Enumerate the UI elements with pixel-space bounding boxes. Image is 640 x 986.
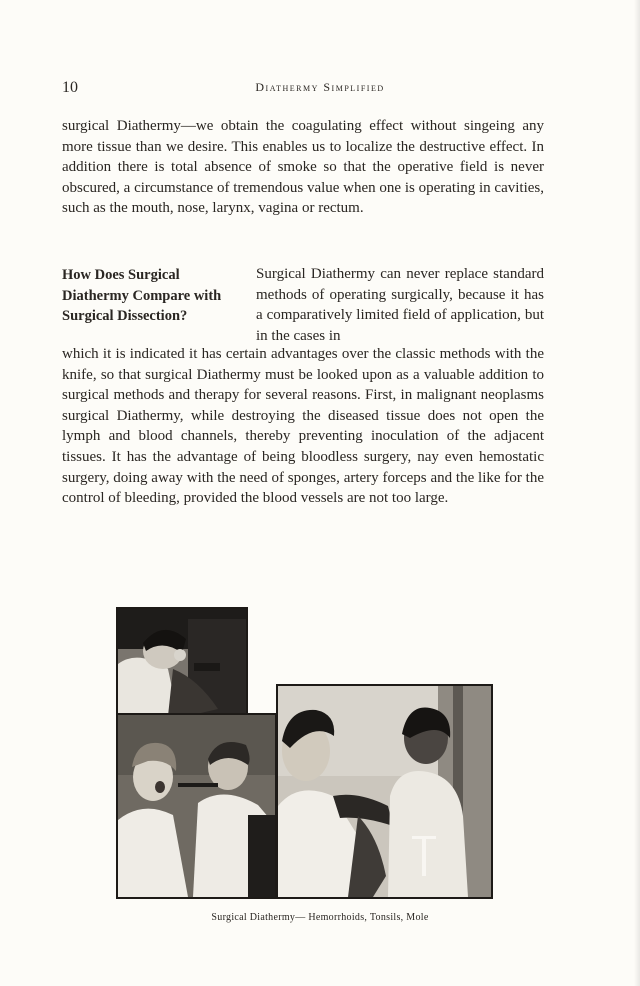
running-head: Diathermy Simplified — [255, 80, 385, 94]
page-number: 10 — [62, 79, 78, 96]
photo-mole — [276, 684, 493, 899]
paragraph-2-continued: which it is indicated it has certain advantages over the classic methods with the knife, so that surgical Diathermy must be looked upon as a valuable addition to surgical methods and therapy for several reasons. First, in malignant neoplasms surgical Diathermy, while destroying the diseased tissue does not open the lymph and blood channels, thereby preventing inoculation of the adjacent tissues. It has the advantage of being bloodless surgery, nay even hemostatic surgery, doing away with the need of sponges, artery forceps and the like for the control of bleeding, provided the blood vessels are not too large. — [62, 346, 544, 507]
side-heading: How Does Surgical Diathermy Compare with Surgical Dissection? — [62, 267, 222, 324]
paragraph-1: surgical Diathermy—we obtain the coagulating effect without singeing any more tissue than we desire. This enables us to localize the destructive effect. In addition there is total absence of smoke so that the operative field is never obscured, a circumstance of tremendous value when one is operating in cavities, such as the mouth, nose, larynx, vagina or rectum. — [62, 118, 544, 217]
photo-tonsils — [116, 713, 277, 899]
figure-caption: Surgical Diathermy— Hemorrhoids, Tonsils, Mole — [211, 912, 429, 923]
page-edge-shadow — [634, 0, 640, 986]
paragraph-2-opening: Surgical Diathermy can never replace standard methods of operating surgically, because it has a comparatively limited field of application, but in the cases in — [256, 266, 544, 344]
photo-hemorrhoids — [116, 607, 248, 718]
